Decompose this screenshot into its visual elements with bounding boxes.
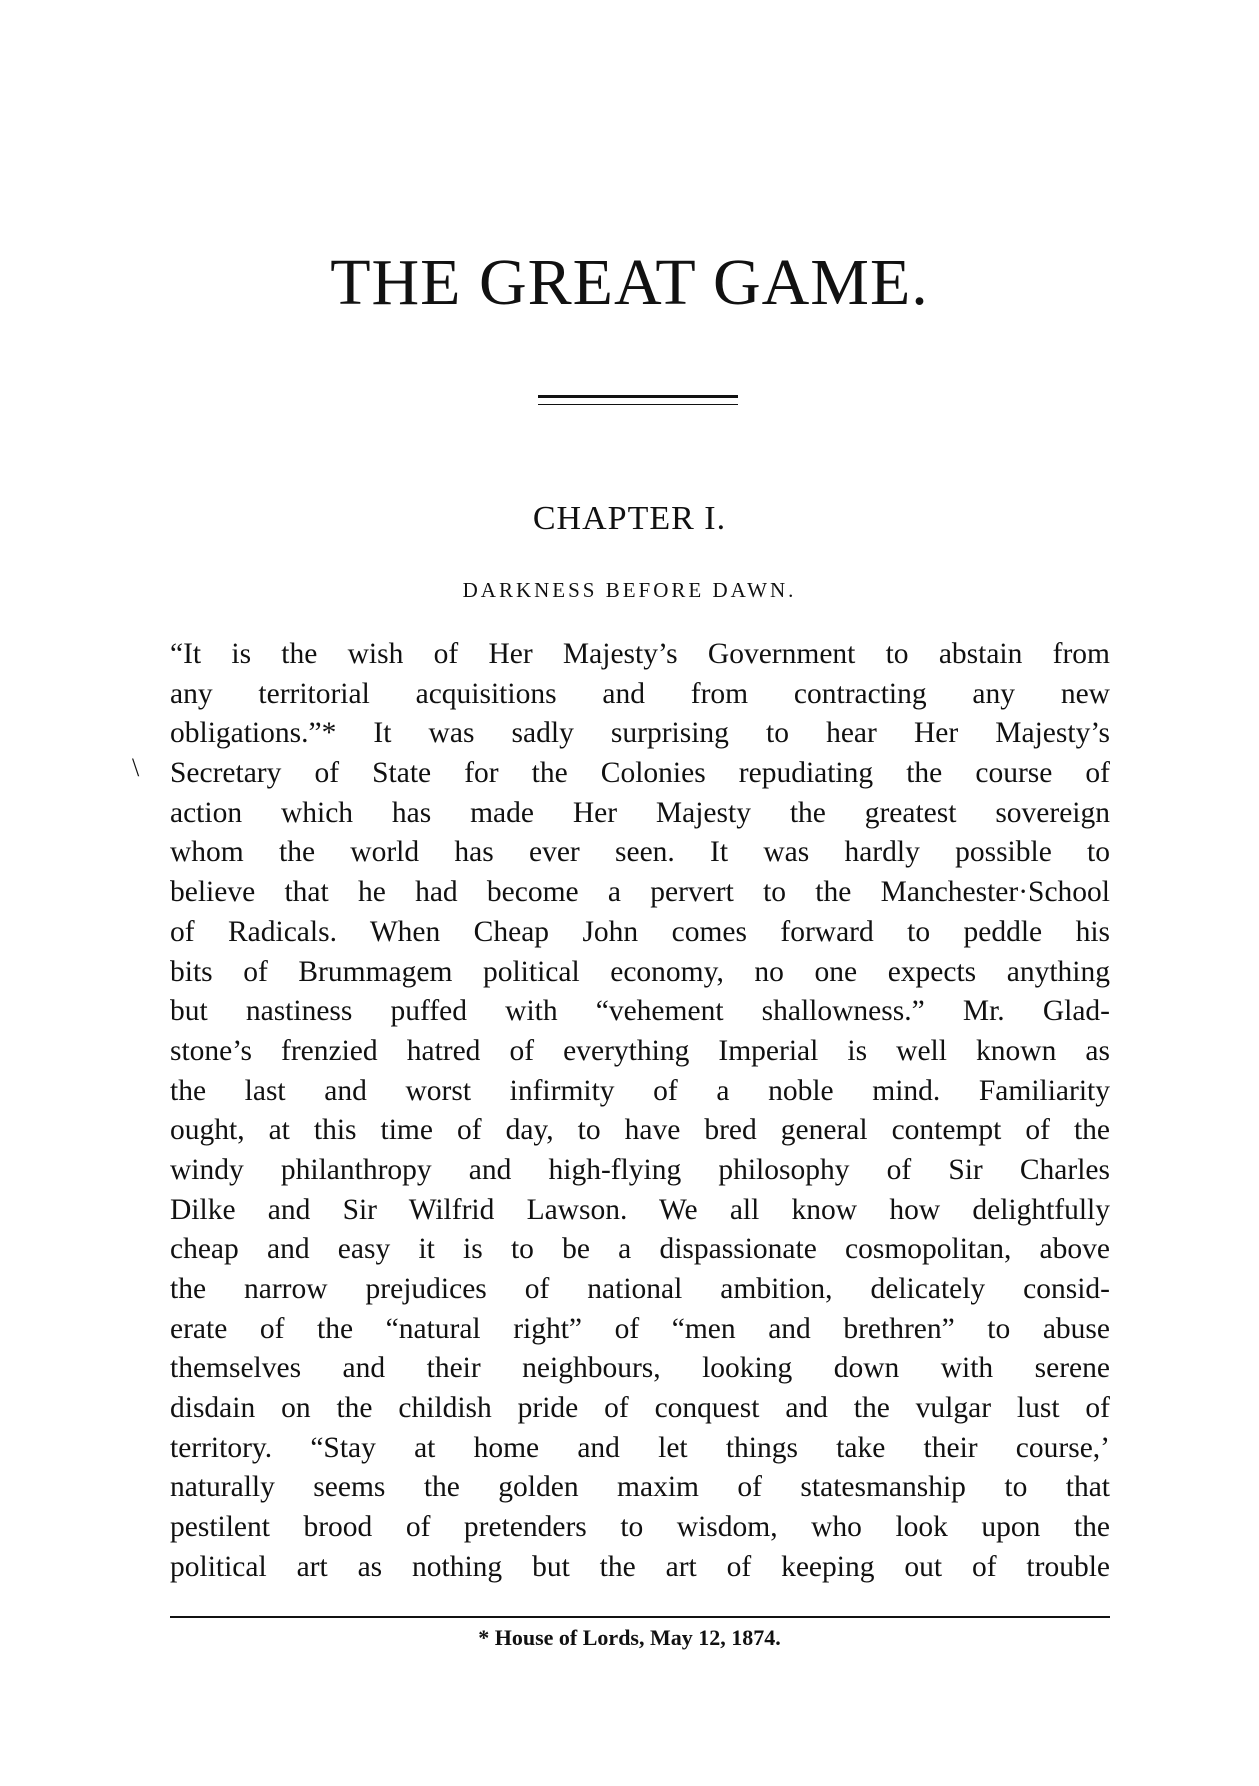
divider-thin-line xyxy=(538,404,738,405)
book-title: THE GREAT GAME. xyxy=(330,246,929,319)
text-line: Secretary of State for the Colonies repudiating the course of xyxy=(170,757,1110,790)
text-line: windy philanthropy and high-flying philosophy of Sir Charles xyxy=(170,1153,1110,1186)
text-line: pestilent brood of pretenders to wisdom, who look upon the xyxy=(170,1511,1110,1544)
text-line: cheap and easy it is to be a dispassionate cosmopolitan, above xyxy=(170,1233,1110,1266)
text-line: but nastiness puffed with “vehement shallowness.” Mr. Glad- xyxy=(170,995,1110,1028)
text-line: “It is the wish of Her Majesty’s Government to abstain from xyxy=(170,638,1110,670)
title-divider xyxy=(538,395,738,407)
text-line: stone’s frenzied hatred of everything Imperial is well known as xyxy=(170,1034,1110,1067)
margin-mark: \ xyxy=(132,753,140,782)
text-line: disdain on the childish pride of conquest and the vulgar lust of xyxy=(170,1392,1110,1425)
text-line: erate of the “natural right” of “men and brethren” to abuse xyxy=(170,1312,1110,1345)
text-line: territory. “Stay at home and let things take their course,’ xyxy=(170,1431,1110,1464)
text-line: the last and worst infirmity of a noble mind. Familiarity xyxy=(170,1074,1110,1107)
chapter-heading: CHAPTER I. xyxy=(532,500,727,537)
text-line: Dilke and Sir Wilfrid Lawson. We all know how delightfully xyxy=(170,1193,1110,1226)
text-line: bits of Brummagem political economy, no one expects anything xyxy=(170,955,1110,988)
text-line: naturally seems the golden maxim of statesmanship to that xyxy=(170,1471,1110,1504)
text-line: believe that he had become a pervert to the Manchester·School xyxy=(170,876,1110,909)
text-line: obligations.”* It was sadly surprising to hear Her Majesty’s xyxy=(170,717,1110,750)
text-line: action which has made Her Majesty the greatest sovereign xyxy=(170,796,1110,829)
divider-thick-line xyxy=(538,395,738,398)
body-paragraph xyxy=(170,635,1110,1588)
chapter-subtitle: DARKNESS BEFORE DAWN. xyxy=(462,578,797,602)
text-line: political art as nothing but the art of keeping out of trouble xyxy=(170,1550,1110,1583)
text-line: of Radicals. When Cheap John comes forward to peddle his xyxy=(170,915,1110,948)
text-line: the narrow prejudices of national ambition, delicately consid- xyxy=(170,1273,1110,1305)
text-line: any territorial acquisitions and from contracting any new xyxy=(170,677,1110,710)
text-line: ought, at this time of day, to have bred general contempt of the xyxy=(170,1114,1110,1147)
footnote: * House of Lords, May 12, 1874. xyxy=(478,1625,781,1650)
text-line: themselves and their neighbours, looking down with serene xyxy=(170,1352,1110,1385)
text-line: whom the world has ever seen. It was hardly possible to xyxy=(170,836,1110,869)
footnote-divider xyxy=(170,1616,1110,1618)
